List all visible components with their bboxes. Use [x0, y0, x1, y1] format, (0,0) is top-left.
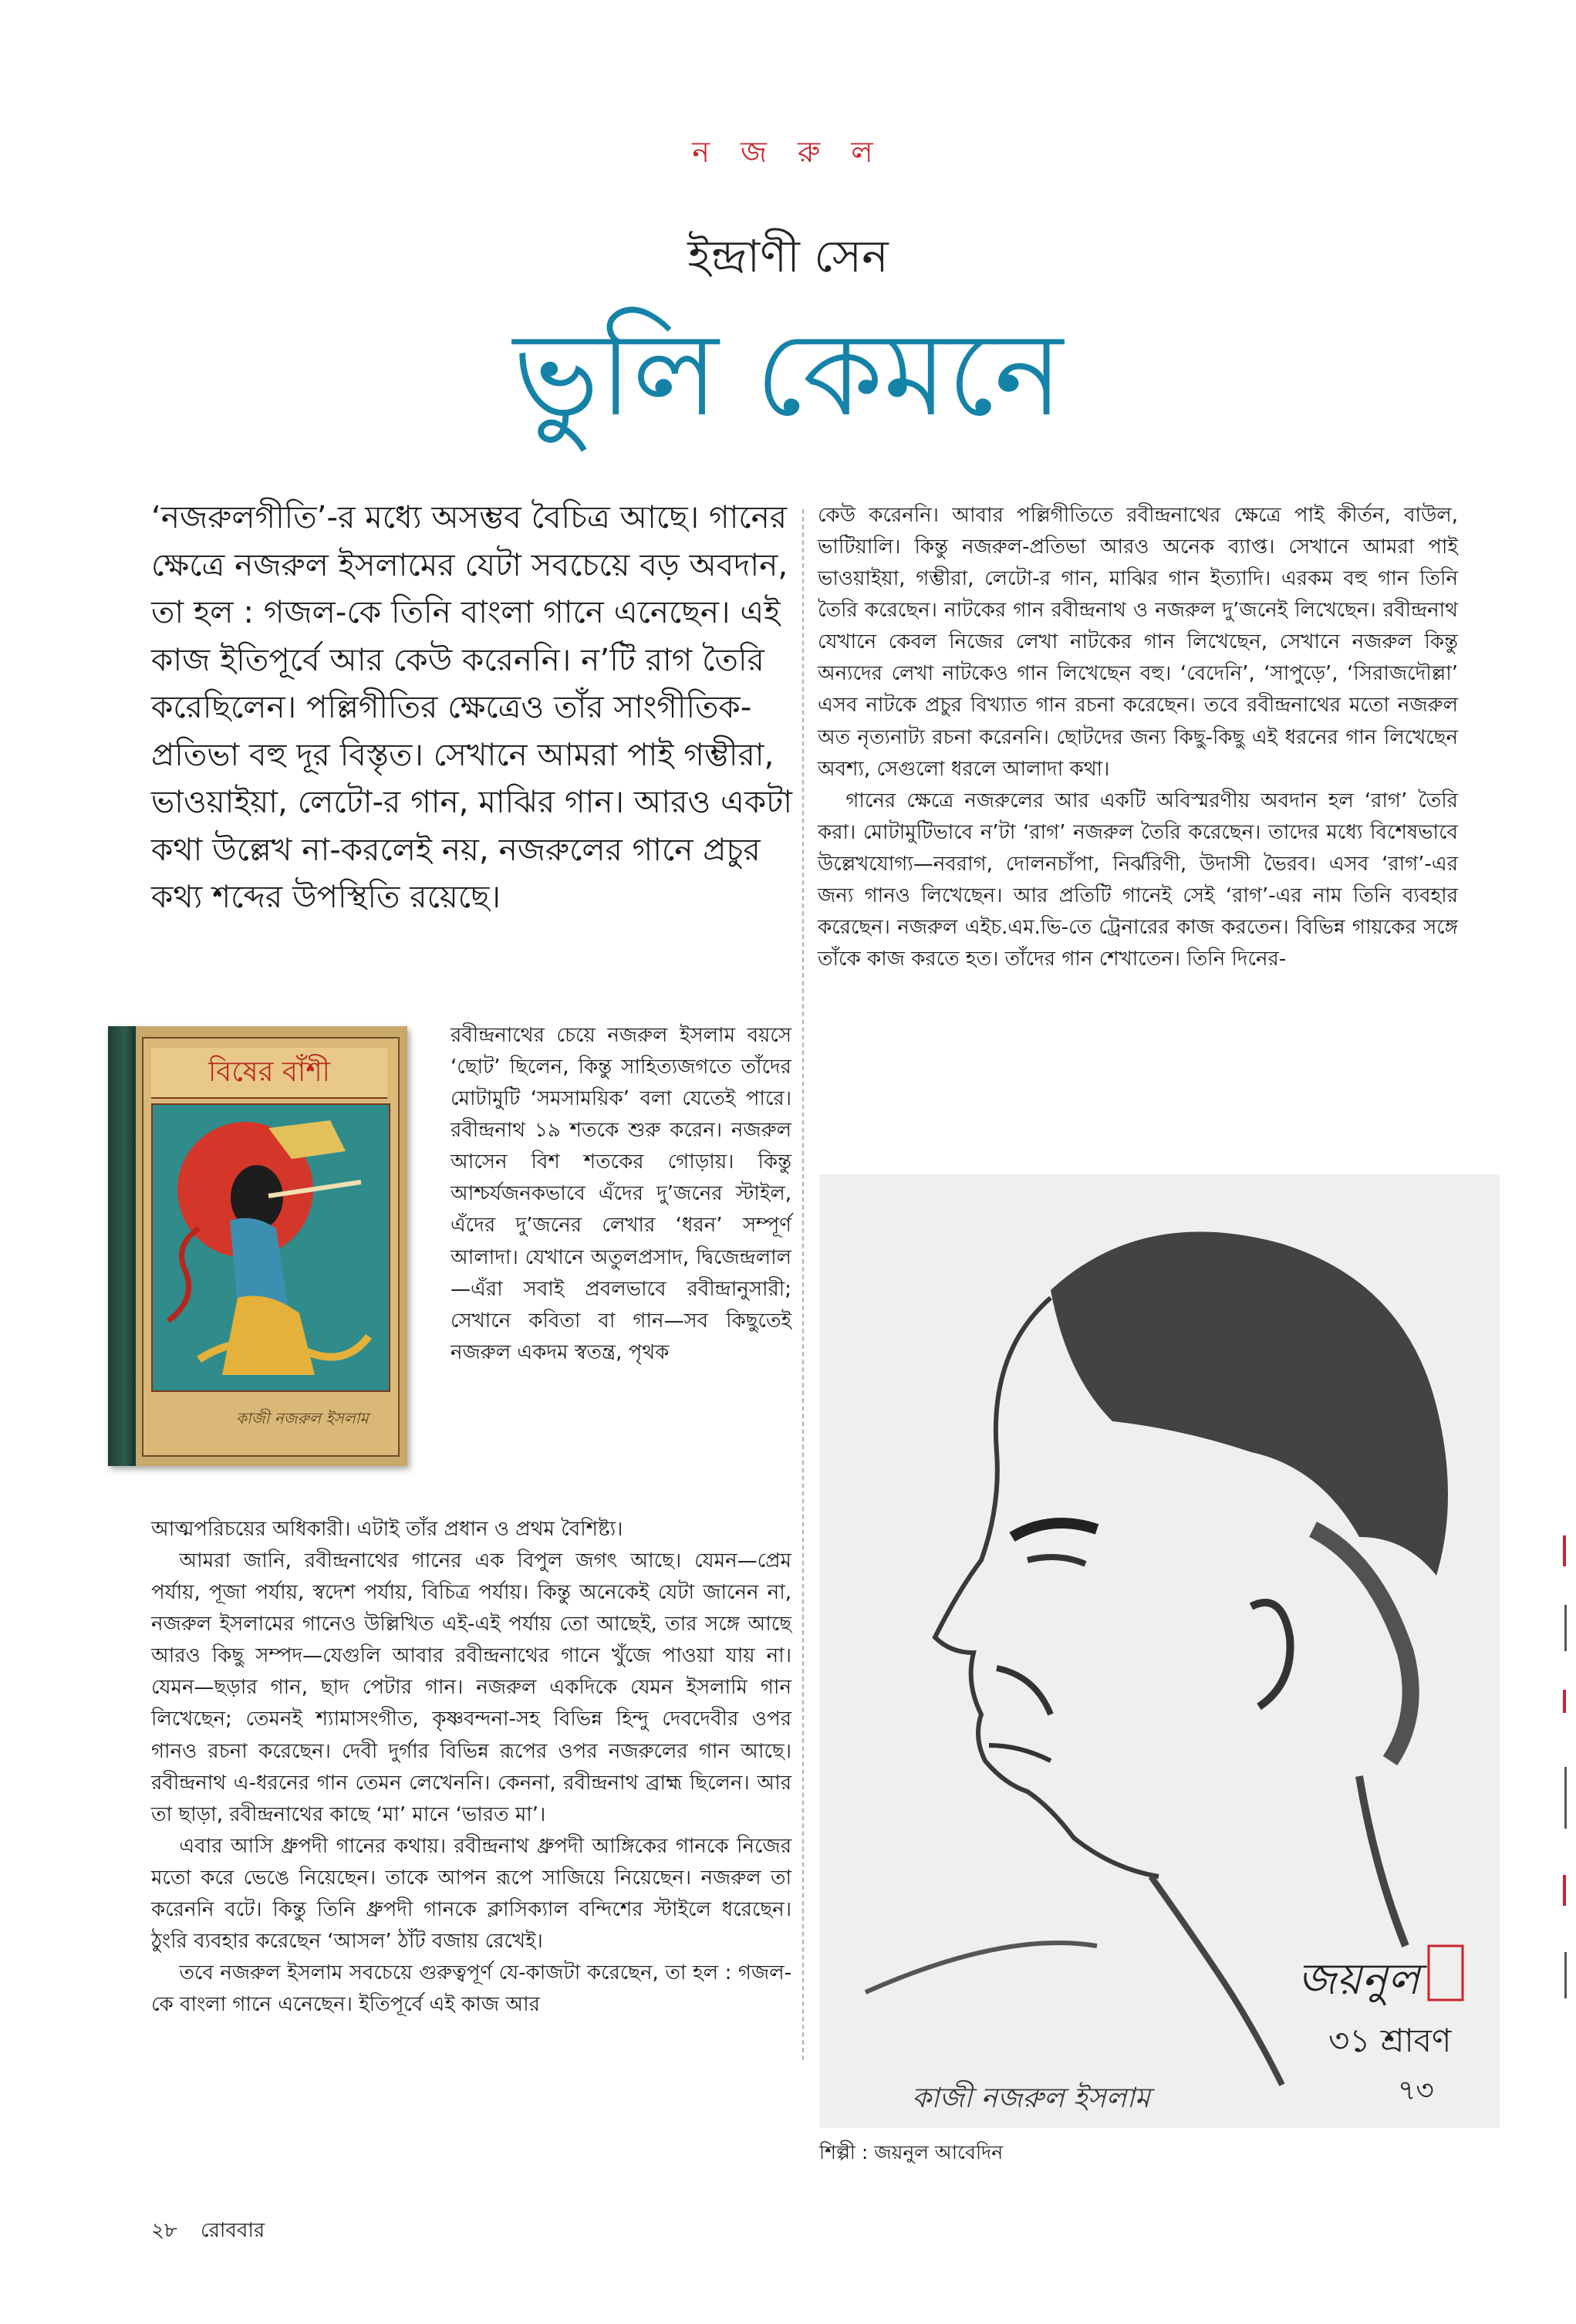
portrait-sketch-image [819, 1174, 1500, 2128]
sketch-bottom-inscription: কাজী নজরুল ইসলাম [912, 2082, 1150, 2114]
book-title: বিষের বাঁশী [151, 1048, 387, 1099]
book-spine [108, 1026, 136, 1466]
magazine-name: রোববার [201, 2219, 265, 2242]
flute-player-illustration [153, 1105, 389, 1390]
author-name: ইন্দ্রাণী সেন [687, 230, 889, 282]
left-column-text [151, 1514, 791, 2021]
body-paragraph: আত্মপরিচয়ের অধিকারী। এটাই তাঁর প্রধান ও প্রথম বৈশিষ্ট্য। [151, 1518, 623, 1541]
body-paragraph: রবীন্দ্রনাথের চেয়ে নজরুল ইসলাম বয়সে ‘ছোট’ ছিলেন, কিন্তু সাহিত্যজগতে তাঁদের মোটামুটি ‘সমসাময়িক’ বলা যেতেই পারে। রবীন্দ্রনাথ ১৯ শতকে শুরু করেন। নজরুল আসেন বিশ শতকের গোড়ায়। কিন্তু আশ্চর্যজনকভাবে এঁদের দু’জনের স্টাইল, এঁদের দু’জনের লেখার ‘ধরন’ সম্পূর্ণ আলাদা। যেখানে অতুলপ্রসাদ, দ্বিজেন্দ্রলাল—এঁরা সবাই প্রবলভাবে রবীন্দ্রানুসারী; সেখানে কবিতা বা গান—সব কিছুতেই নজরুল একদম স্বতন্ত্র, পৃথক [451, 1024, 791, 1364]
sketch-signature: জয়নুল [1298, 1954, 1420, 2005]
right-column-text [818, 500, 1458, 975]
image-caption: শিল্পী : জয়নুল আবেদিন [819, 2141, 1004, 2164]
book-signature: কাজী নজরুল ইসলাম [236, 1409, 369, 1427]
sketch-date-line-2: ৭৩ [1398, 2075, 1434, 2106]
page-number: ২৮ [151, 2219, 177, 2242]
body-paragraph: কেউ করেননি। আবার পল্লিগীতিতে রবীন্দ্রনাথের ক্ষেত্রে পাই কীর্তন, বাউল, ভাটিয়ালি। কিন্তু নজরুল-প্রতিভা আরও অনেক ব্যাপ্ত। সেখানে আমরা পাই ভাওয়াইয়া, গম্ভীরা, লেটো-র গান, মাঝির গান ইত্যাদি। এরকম বহু গান তিনি তৈরি করেছেন। নাটকের গান রবীন্দ্রনাথ ও নজরুল দু’জনেই লিখেছেন। রবীন্দ্রনাথ যেখানে কেবল নিজের লেখা নাটকের গান লিখেছেন, সেখানে নজরুল কিন্তু অন্যদের লেখা নাটকেও গান লিখেছেন বহু। ‘বেদেনি’, ‘সাপুড়ে’, ‘সিরাজদৌল্লা’ এসব নাটকে প্রচুর বিখ্যাত গান রচনা করেছেন। তবে রবীন্দ্রনাথের মতো নজরুল অত নৃত্যনাট্য রচনা করেননি। ছোটদের জন্য কিছু-কিছু এই ধরনের গান লিখেছেন অবশ্য, সেগুলো ধরলে আলাদা কথা। [818, 504, 1458, 781]
body-paragraph: এবার আসি ধ্রুপদী গানের কথায়। রবীন্দ্রনাথ ধ্রুপদী আঙ্গিকের গানকে নিজের মতো করে ভেঙে নিয়েছেন। তাকে আপন রূপে সাজিয়ে নিয়েছেন। নজরুল তা করেননি বটে। কিন্তু তিনি ধ্রুপদী গানকে ক্লাসিক্যাল বন্দিশের স্টাইলে ধরেছেন। ঠুংরি ব্যবহার করেছেন ‘আসল’ ঠাঁট বজায় রেখেই। [151, 1834, 791, 1954]
page-edge-marks [1560, 1535, 1571, 2014]
body-paragraph: গানের ক্ষেত্রে নজরুলের আর একটি অবিস্মরণীয় অবদান হল ‘রাগ’ তৈরি করা। মোটামুটিভাবে ন’টা ‘রাগ’ নজরুল তৈরি করেছেন। তাদের মধ্যে বিশেষভাবে উল্লেখযোগ্য—নবরাগ, দোলনচাঁপা, নির্ঝরিণী, উদাসী ভৈরব। এসব ‘রাগ’-এর জন্য গানও লিখেছেন। আর প্রতিটি গানেই সেই ‘রাগ’-এর নাম তিনি ব্যবহার করেছেন। নজরুল এইচ.এম.ভি-তে ট্রেনারের কাজ করতেন। বিভিন্ন গায়কের সঙ্গে তাঁকে কাজ করতে হত। তাঁদের গান শেখাতেন। তিনি দিনের- [818, 789, 1458, 971]
page-footer [151, 2214, 614, 2248]
column-divider [802, 509, 805, 2060]
book-face [142, 1037, 400, 1457]
body-paragraph: আমরা জানি, রবীন্দ্রনাথের গানের এক বিপুল জগৎ আছে। যেমন—প্রেম পর্যায়, পূজা পর্যায়, স্বদেশ পর্যায়, বিচিত্র পর্যায়। কিন্তু অনেকেই যেটা জানেন না, নজরুল ইসলামের গানেও উল্লিখিত এই-এই পর্যায় তো আছেই, তার সঙ্গে আছে আরও কিছু সম্পদ—যেগুলি আবার রবীন্দ্রনাথের গানে খুঁজে পাওয়া যায় না। যেমন—ছড়ার গান, ছাদ পেটার গান। নজরুল একদিকে যেমন ইসলামি গান লিখেছেন; তেমনই শ্যামাসংগীত, কৃষ্ণবন্দনা-সহ বিভিন্ন হিন্দু দেবদেবীর ওপর গানও রচনা করেছেন। দেবী দুর্গার বিভিন্ন রূপের ওপর নজরুলের গান আছে। রবীন্দ্রনাথ এ-ধরনের গান তেমন লেখেননি। কেননা, রবীন্দ্রনাথ ব্রাহ্ম ছিলেন। আর তা ছাড়া, রবীন্দ্রনাথের কাছে ‘মা’ মানে ‘ভারত মা’। [151, 1549, 791, 1826]
lead-paragraph: ‘নজরুলগীতি’-র মধ্যে অসম্ভব বৈচিত্র আছে। গানের ক্ষেত্রে নজরুল ইসলামের যেটা সবচেয়ে বড় অবদান, তা হল : গজল-কে তিনি বাংলা গানে এনেছেন। এই কাজ ইতিপূর্বে আর কেউ করেননি। ন’টি রাগ তৈরি করেছিলেন। পল্লিগীতির ক্ষেত্রেও তাঁর সাংগীতিক-প্রতিভা বহু দূর বিস্তৃত। সেখানে আমরা পাই গম্ভীরা, ভাওয়াইয়া, লেটো-র গান, মাঝির গান। আরও একটা কথা উল্লেখ না-করলেই নয়, নজরুলের গানে প্রচুর কথ্য শব্দের উপস্থিতি রয়েছে। [151, 498, 793, 916]
sketch-date-line-1: ৩১ শ্রাবণ [1328, 2022, 1452, 2059]
section-tag: ন জ রু ল [692, 135, 884, 169]
body-paragraph: তবে নজরুল ইসলাম সবচেয়ে গুরুত্বপূর্ণ যে-কাজটা করেছেন, তা হল : গজল-কে বাংলা গানে এনেছেন। ইতিপূর্বে এই কাজ আর [151, 1961, 791, 2017]
book-illustration [151, 1103, 390, 1392]
book-cover-image [108, 1026, 407, 1466]
mid-column-text [451, 1020, 791, 1369]
article-title: ভুলি কেমনে [512, 308, 1064, 442]
